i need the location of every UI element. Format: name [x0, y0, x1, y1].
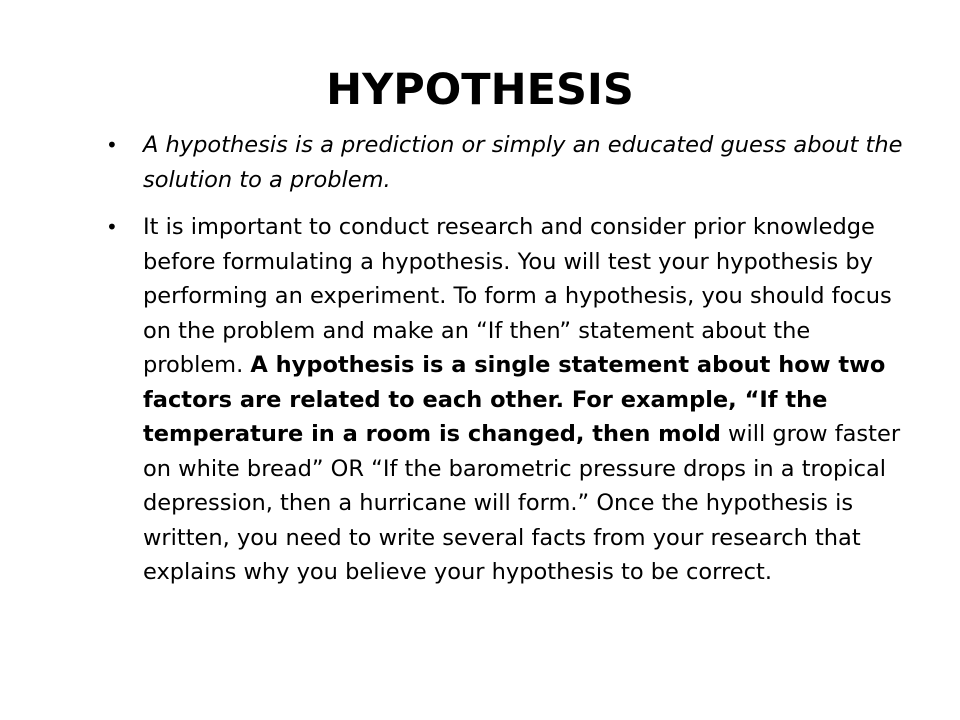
slide-title: HYPOTHESIS	[326, 65, 634, 115]
bullet-text-instructions	[143, 214, 900, 585]
bullet-text-part1: It is important to conduct research and consider prior knowledge before formulating a hypothesis. You will test your hypothesis by performing an experiment. To form a hypothesis, you should focus on the problem and make an “If then” statement about the problem.	[143, 214, 892, 378]
bullet-text-part2: will grow faster on white bread” OR “If the barometric pressure drops in a tropical depression, then a hurricane will form.” Once the hypothesis is written, you need to write several facts from your research that explains why you believe your hypothesis to be correct.	[143, 421, 901, 585]
bullet-marker: •	[106, 133, 118, 157]
bullet-text-definition: A hypothesis is a prediction or simply an educated guess about the solution to a problem.	[143, 132, 903, 193]
bullet-list	[106, 128, 916, 603]
bullet-item-instructions	[106, 210, 916, 590]
bullet-text-bold: A hypothesis is a single statement about how two factors are related to each other. For example, “If the temperature in a room is changed, then mold	[143, 352, 886, 447]
bullet-item-definition	[106, 128, 916, 197]
bullet-marker: •	[106, 215, 118, 239]
